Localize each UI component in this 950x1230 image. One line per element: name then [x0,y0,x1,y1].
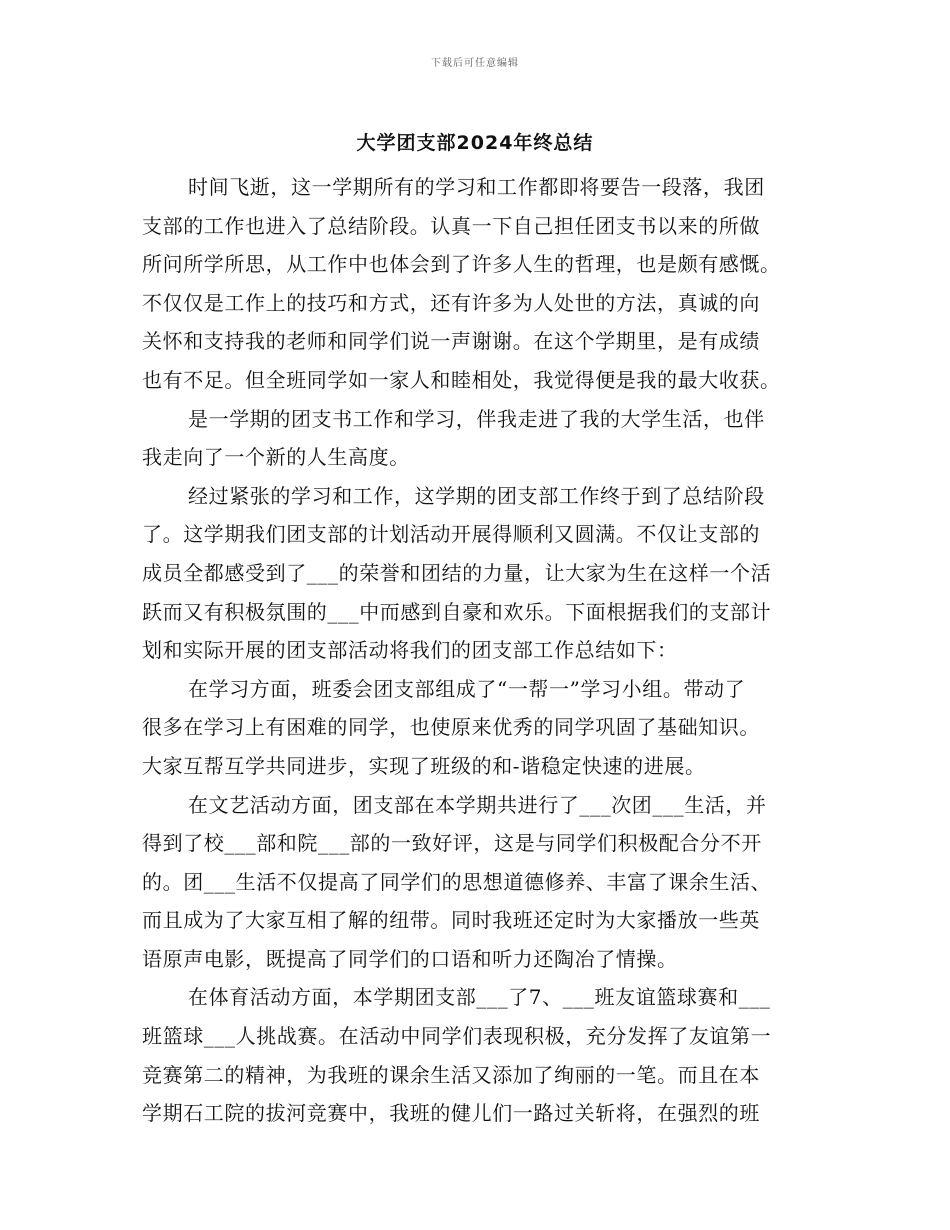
paragraph-5-line-4: 而且成为了大家互相了解的纽带。同时我班还定时为大家播放一些英 [142,908,760,933]
paragraph-6-line-2: 班篮球___人挑战赛。在活动中同学们表现积极，充分发挥了友谊第一 [142,1024,772,1049]
paragraph-1-line-2: 支部的工作也进入了总结阶段。认真一下自己担任团支书以来的所做 [142,213,760,238]
paragraph-5-line-5: 语原声电影，既提高了同学们的口语和听力还陶冶了情操。 [142,946,678,971]
paragraph-4-line-3: 大家互帮互学共同进步，实现了班级的和-谐稳定快速的进展。 [142,753,706,778]
paragraph-3-line-4: 跃而又有积极氛围的___中而感到自豪和欢乐。下面根据我们的支部计 [142,599,772,624]
paragraph-2-line-1: 是一学期的团支书工作和学习，伴我走进了我的大学生活，也伴 [188,406,765,431]
paragraph-5-line-1: 在文艺活动方面，团支部在本学期共进行了___次团___生活，并 [188,792,767,817]
paragraph-5-line-3: 的。团___生活不仅提高了同学们的思想道德修养、丰富了课余生活、 [142,869,772,894]
paragraph-1-line-6: 也有不足。但全班同学如一家人和睦相处，我觉得便是我的最大收获。 [142,367,781,392]
paragraph-3-line-5: 划和实际开展的团支部活动将我们的团支部工作总结如下： [142,638,678,663]
document-title: 大学团支部2024年终总结 [356,132,594,154]
paragraph-6-line-1: 在体育活动方面，本学期团支部___了7、___班友谊篮球赛和___ [188,985,771,1010]
paragraph-1-line-3: 所问所学所思，从工作中也体会到了许多人生的哲理，也是颇有感慨。 [142,252,781,277]
page-header-note: 下载后可任意编辑 [431,58,519,69]
paragraph-4-line-2: 很多在学习上有困难的同学，也使原来优秀的同学巩固了基础知识。 [142,715,760,740]
paragraph-2-line-2: 我走向了一个新的人生高度。 [142,445,410,470]
paragraph-3-line-2: 了。这学期我们团支部的计划活动开展得顺利又圆满。不仅让支部的 [142,522,760,547]
paragraph-6-line-4: 学期石工院的拔河竞赛中，我班的健儿们一路过关斩将，在强烈的班 [142,1101,760,1126]
paragraph-3-line-3: 成员全都感受到了___的荣誉和团结的力量，让大家为生在这样一个活 [142,560,772,585]
paragraph-3-line-1: 经过紧张的学习和工作，这学期的团支部工作终于到了总结阶段 [188,483,765,508]
document-body [142,168,810,1133]
paragraph-1-line-5: 关怀和支持我的老师和同学们说一声谢谢。在这个学期里，是有成绩 [142,329,760,354]
paragraph-1-line-1: 时间飞逝，这一学期所有的学习和工作都即将要告一段落，我团 [188,175,765,199]
paragraph-4-line-1: 在学习方面，班委会团支部组成了“一帮一”学习小组。带动了 [188,676,746,701]
paragraph-6-line-3: 竞赛第二的精神，为我班的课余生活又添加了绚丽的一笔。而且在本 [142,1062,760,1087]
paragraph-5-line-2: 得到了校___部和院___部的一致好评，这是与同学们积极配合分不开 [142,831,762,856]
paragraph-1-line-4: 不仅仅是工作上的技巧和方式，还有许多为人处世的方法，真诚的向 [142,290,760,315]
